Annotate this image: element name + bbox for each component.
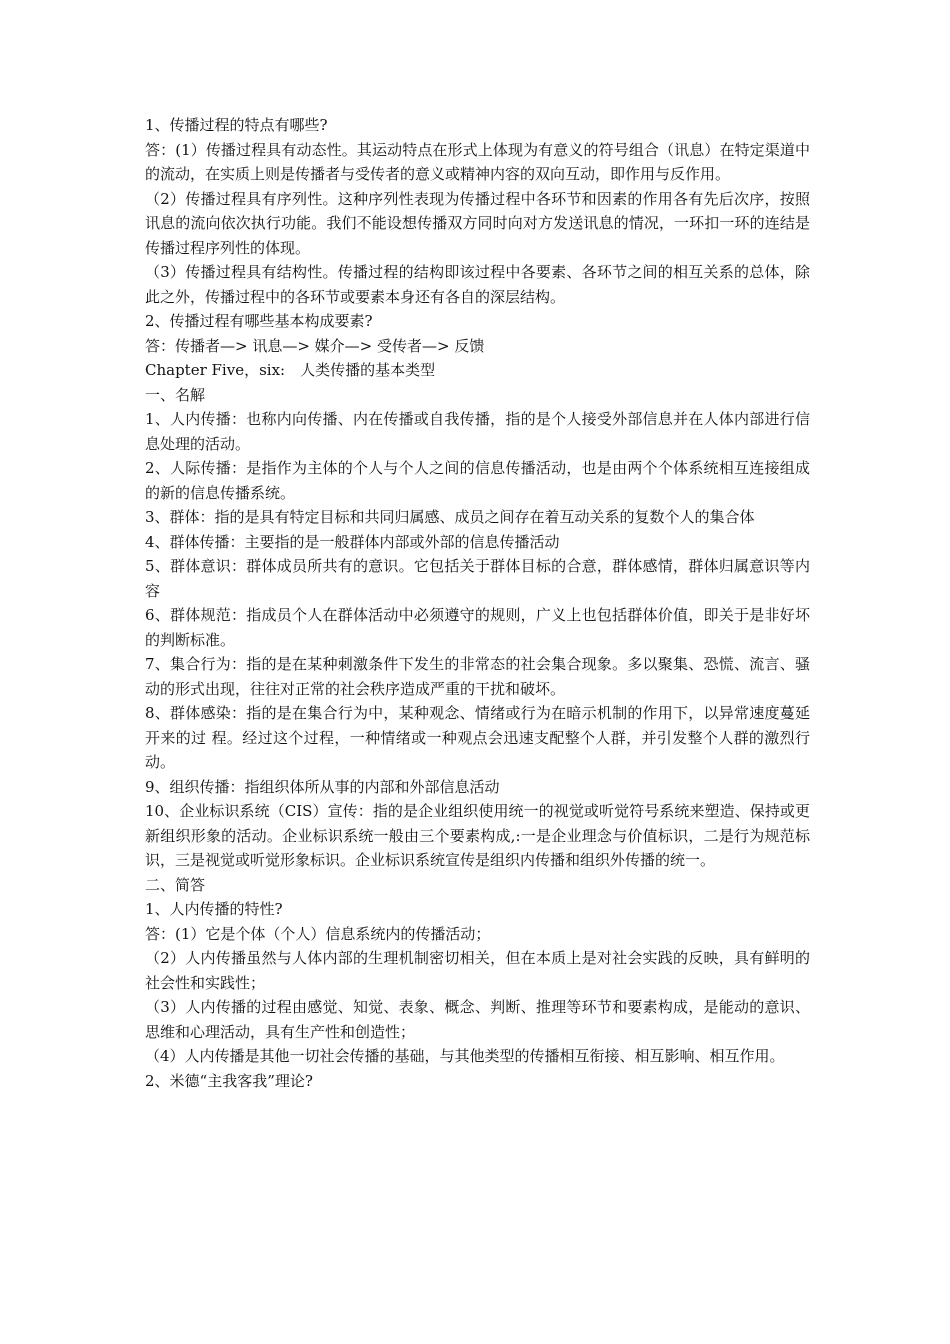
definition-7: 7、集合行为：指的是在某种刺激条件下发生的非常态的社会集合现象。多以聚集、恐慌、流言、骚动的形式出现，往往对正常的社会秩序造成严重的干扰和破坏。 (145, 655, 810, 698)
definition-4: 4、群体传播：主要指的是一般群体内部或外部的信息传播活动 (145, 532, 560, 551)
answer-2: 答：传播者—> 讯息—> 媒介—> 受传者—> 反馈 (145, 336, 485, 355)
definition-5: 5、群体意识：群体成员所共有的意识。它包括关于群体目标的合意，群体感情，群体归属意识等内容 (145, 557, 810, 600)
question-2: 2、传播过程有哪些基本构成要素? (145, 312, 373, 330)
document-body (145, 113, 810, 1093)
short-answer-1-point-1: 答：(1）它是个体（个人）信息系统内的传播活动； (145, 924, 491, 943)
answer-1-point-2: （2）传播过程具有序列性。这种序列性表现为传播过程中各环节和因素的作用各有先后次序，按照讯息的流向依次执行功能。我们不能设想传播双方同时向对方发送讯息的情况，一环扣一环的连结是传播过程序列性的体现。 (145, 189, 810, 257)
short-answer-1-point-2: （2）人内传播虽然与人体内部的生理机制密切相关，但在本质上是对社会实践的反映，具有鲜明的社会性和实践性； (145, 949, 810, 992)
definition-1: 1、人内传播：也称内向传播、内在传播或自我传播，指的是个人接受外部信息并在人体内部进行信息处理的活动。 (145, 410, 810, 453)
definition-3: 3、群体：指的是具有特定目标和共同归属感、成员之间存在着互动关系的复数个人的集合体 (145, 508, 755, 526)
short-question-1: 1、人内传播的特性? (145, 900, 283, 918)
question-1: 1、传播过程的特点有哪些? (145, 116, 328, 134)
definition-6: 6、群体规范：指成员个人在群体活动中必须遵守的规则，广义上也包括群体价值，即关于是非好坏的判断标准。 (145, 606, 810, 649)
short-answer-1-point-3: （3）人内传播的过程由感觉、知觉、表象、概念、判断、推理等环节和要素构成，是能动的意识、思维和心理活动，具有生产性和创造性； (145, 998, 810, 1041)
answer-1-point-3: （3）传播过程具有结构性。传播过程的结构即该过程中各要素、各环节之间的相互关系的总体，除此之外，传播过程中的各环节或要素本身还有各自的深层结构。 (145, 263, 810, 306)
section-heading-short-answer: 二、简答 (145, 875, 206, 894)
definition-9: 9、组织传播：指组织体所从事的内部和外部信息活动 (145, 777, 500, 796)
definition-2: 2、人际传播：是指作为主体的个人与个人之间的信息传播活动，也是由两个个体系统相互连接组成的新的信息传播系统。 (145, 459, 810, 502)
short-answer-1-point-4: （4）人内传播是其他一切社会传播的基础，与其他类型的传播相互衔接、相互影响、相互作用。 (145, 1047, 785, 1065)
definition-10: 10、企业标识系统（CIS）宣传：指的是企业组织使用统一的视觉或听觉符号系统来塑造、保持或更新组织形象的活动。企业标识系统一般由三个要素构成,:一是企业理念与价值标识，二是行为规范标识，三是视觉或听觉形象标识。企业标识系统宣传是组织内传播和组织外传播的统一。 (145, 802, 810, 869)
short-question-2: 2、米德“主我客我”理论? (145, 1071, 313, 1090)
section-heading-definitions: 一、名解 (145, 385, 206, 404)
chapter-heading: Chapter Five，six: 人类传播的基本类型 (145, 361, 436, 379)
answer-1-point-1: 答：(1）传播过程具有动态性。其运动特点在形式上体现为有意义的符号组合（讯息）在特定渠道中的流动，在实质上则是传播者与受传者的意义或精神内容的双向互动，即作用与反作用。 (145, 140, 810, 183)
definition-8: 8、群体感染：指的是在集合行为中，某种观念、情绪或行为在暗示机制的作用下，以异常速度蔓延开来的过 程。经过这个过程，一种情绪或一种观点会迅速支配整个人群，并引发整个人群的激烈行动。 (145, 704, 810, 771)
